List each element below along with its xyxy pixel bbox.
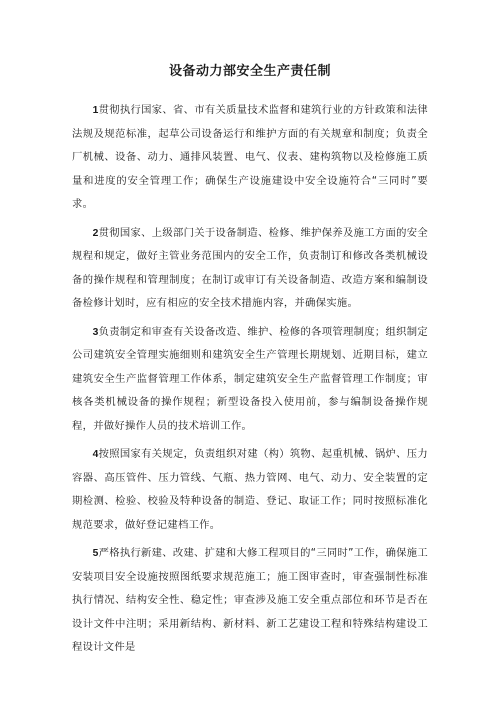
clause-3-number: 3 [92, 326, 99, 338]
clause-4 [72, 443, 428, 537]
clause-4-number: 4 [92, 449, 99, 460]
clause-5-text: 严格执行新建、改建、扩建和大修工程项目的“三同时”工作，确保施工安装项目安全设施按照图纸要求规范施工；施工图审查时，审查强制性标准执行情况、结构安全性、稳定性；审查涉及施工安全重点部位和环节是否在设计文件中注明；采用新结构、新材料、新工艺建设工程和特殊结构建设工程设计文件是 [72, 547, 428, 653]
clause-1 [72, 99, 428, 217]
page-title: 设备动力部安全生产责任制 [168, 64, 331, 79]
clause-3 [72, 321, 428, 439]
clause-2-number: 2 [92, 227, 99, 239]
clause-1-number: 1 [92, 105, 99, 116]
clause-3-text: 负责制定和审查有关设备改造、维护、检修的各项管理制度；组织制定公司建筑安全管理实施细则和建筑安全生产管理长期规划、近期目标，建立建筑安全生产监督管理工作体系，制定建筑安全生产监督管理工作制度；审核各类机械设备的操作规程；新型设备投入使用前，参与编制设备操作规程，并做好操作人员的技术培训工作。 [72, 325, 428, 432]
clause-2 [72, 222, 428, 316]
clause-5 [72, 542, 428, 660]
clause-5-number: 5 [92, 548, 99, 559]
clause-4-text: 按照国家有关规定，负责组织对建（构）筑物、起重机械、锅炉、压力容器、高压管件、压力管线、气瓶、热力管网、电气、动力、安全装置的定期检测、检验、校验及特种设备的制造、登记、取证工作；同时按照标准化规范要求，做好登记建档工作。 [72, 448, 428, 531]
clause-1-text: 贯彻执行国家、省、市有关质量技术监督和建筑行业的方针政策和法律法规及规范标准，起草公司设备运行和维护方面的有关规章和制度；负责全厂机械、设备、动力、通排风装置、电气、仪表、建构筑物以及检修施工质量和进度的安全管理工作；确保生产设施建设中安全设施符合“三同时”要求。 [72, 104, 428, 210]
clause-2-text: 贯彻国家、上级部门关于设备制造、检修、维护保养及施工方面的安全规程和规定，做好主管业务范围内的安全工作，负责制订和修改各类机械设备的操作规程和管理制度；在制订或审订有关设备制造、改造方案和编制设备检修计划时，应有相应的安全技术措施内容，并确保实施。 [72, 226, 428, 309]
